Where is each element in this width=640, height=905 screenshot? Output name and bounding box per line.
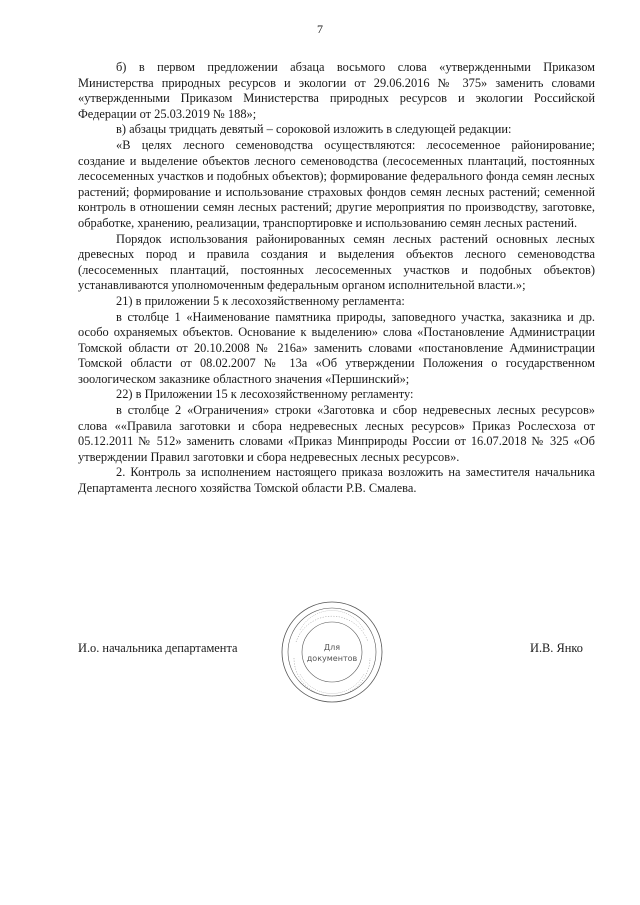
document-body [78,60,595,497]
stamp-text-2: документов [306,654,358,663]
paragraph-b: б) в первом предложении абзаца восьмого слова «утвержденными Приказом Министерства природных ресурсов и экологии от 29.06.2016 № 375» заменить словами «утвержденными Приказом Министерства природных ресурсов и экологии Российской Федерации от 25.03.2019 № 188»; [78,60,595,121]
official-seal [280,600,384,704]
paragraph-quote-2: Порядок использования районированных семян лесных растений основных лесных древесных пород и правила создания и выделения объектов лесного семеноводства (лесосеменных плантаций, постоянных лесосеменных участков и подобных объектов) устанавливаются уполномоченным федеральным органом исполнительной власти.»; [78,231,595,293]
paragraph-22: 22) в Приложении 15 к лесохозяйственному регламенту: [116,387,414,402]
paragraph-v: в) абзацы тридцать девятый – сороковой изложить в следующей редакции: [116,122,512,137]
signatory-name: И.В. Янко [530,641,583,655]
signatory-position: И.о. начальника департамента [78,641,238,655]
page-number: 7 [317,22,323,36]
paragraph-21-text: в столбце 1 «Наименование памятника природы, заповедного участка, заказника и др. особо охраняемых объектов. Основание к выделению» слова «Постановление Администрации Томской области от 20.10.2008 № 216а» заменить словами «постановление Администрации Томской области от 08.02.2007 № 13а «Об утверждении Положения о государственном зоологическом заказнике областного значения «Першинский»; [78,309,595,386]
paragraph-21: 21) в приложении 5 к лесохозяйственному регламента: [116,293,405,308]
paragraph-2: 2. Контроль за исполнением настоящего приказа возложить на заместителя начальника Департамента лесного хозяйства Томской области Р.В. Смалева. [78,465,595,496]
stamp-text-1: Для [323,643,341,652]
paragraph-22-text: в столбце 2 «Ограничения» строки «Заготовка и сбор недревесных лесных ресурсов» слова ««Правила заготовки и сбора недревесных лесных ресурсов» Приказ Рослесхоза от 05.12.2011 № 512» заменить словами «Приказ Минприроды России от 16.07.2018 № 325 «Об утверждении Правил заготовки и сбора недревесных лесных ресурсов». [78,403,595,464]
paragraph-quote-1: «В целях лесного семеноводства осуществляются: лесосеменное районирование; создание и выделение объектов лесного семеноводства (лесосеменных плантаций, постоянных лесосеменных участков и подобных объектов); формирование федерального фонда семян лесных растений; формирование и использование страховых фондов семян лесных растений; семенной контроль в отношении семян лесных растений; другие мероприятия по производству, заготовке, обработке, хранению, реализации, транспортировке и использованию семян лесных растений. [78,137,595,230]
